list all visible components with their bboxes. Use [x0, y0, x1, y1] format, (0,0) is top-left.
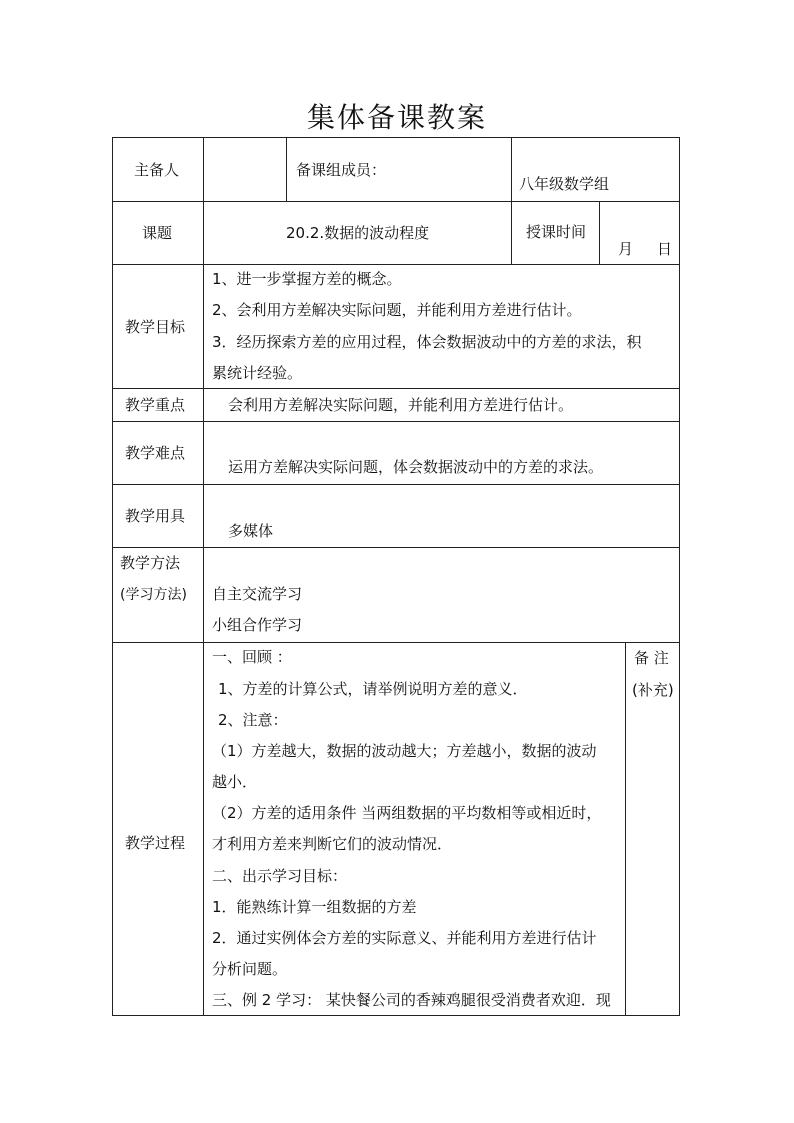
month-label: 月 [618, 240, 634, 258]
time-label: 授课时间 [526, 223, 587, 241]
page-title: 集体备课教案 [306, 101, 487, 134]
members-label: 备课组成员： [296, 161, 387, 179]
process-line: （1）方差越大，数据的波动越大；方差越小，数据的波动 [212, 742, 597, 760]
process-line: 一、回顾 ： [212, 648, 292, 666]
process-line: 才利用方差来判断它们的波动情况． [212, 835, 453, 853]
difficulty-text: 运用方差解决实际问题，体会数据波动中的方差的求法。 [228, 458, 604, 476]
method-label: 教学方法 [120, 554, 181, 572]
process-label: 教学过程 [125, 834, 186, 852]
row-divider [112, 388, 680, 389]
host-label: 主备人 [134, 161, 180, 179]
method-line: 自主交流学习 [212, 585, 303, 603]
row-divider [112, 421, 680, 422]
row-divider [112, 484, 680, 485]
col-divider [511, 201, 512, 264]
group-name: 八年级数学组 [519, 175, 610, 193]
process-line: 二、出示学习目标： [212, 867, 348, 885]
table-border-left [112, 137, 113, 1016]
row-divider [112, 642, 680, 643]
process-line: 2、注意： [218, 711, 288, 729]
process-line: （2）方差的适用条件 当两组数据的平均数相等或相近时， [212, 804, 602, 822]
row-divider [112, 201, 680, 202]
process-line: 越小． [212, 773, 258, 791]
process-line: 2．通过实例体会方差的实际意义、并能利用方差进行估计 [212, 929, 597, 947]
tools-text: 多媒体 [228, 522, 274, 540]
goals-label: 教学目标 [125, 318, 186, 336]
process-line: 1、方差的计算公式，请举例说明方差的意义． [218, 680, 528, 698]
row-divider [112, 264, 680, 265]
key-text: 会利用方差解决实际问题，并能利用方差进行估计。 [228, 396, 574, 414]
notes-label: 备 注 [634, 649, 669, 667]
table-border-bottom [112, 1015, 680, 1016]
day-label: 日 [657, 240, 673, 258]
process-line: 1．能熟练计算一组数据的方差 [212, 898, 417, 916]
tools-label: 教学用具 [125, 507, 186, 525]
notes-column-divider [625, 642, 626, 1015]
goals-line: 1、进一步掌握方差的概念。 [212, 270, 402, 288]
col-divider [286, 137, 287, 201]
topic-value: 20.2.数据的波动程度 [286, 224, 430, 242]
lesson-plan-table [112, 137, 680, 1016]
col-divider [511, 137, 512, 201]
table-border-top [112, 137, 680, 138]
goals-line: 3．经历探索方差的应用过程，体会数据波动中的方差的求法，积 [212, 333, 642, 351]
goals-line: 2、会利用方差解决实际问题，并能利用方差进行估计。 [212, 301, 582, 319]
topic-label: 课题 [142, 224, 173, 242]
key-label: 教学重点 [125, 396, 186, 414]
difficulty-label: 教学难点 [125, 444, 186, 462]
col-divider [599, 201, 600, 264]
process-line: 分析问题。 [212, 960, 288, 978]
notes-sublabel: (补充) [632, 681, 674, 699]
method-sublabel: (学习方法) [120, 587, 187, 603]
method-line: 小组合作学习 [212, 616, 303, 634]
process-line: 三、例 2 学习： 某快餐公司的香辣鸡腿很受消费者欢迎．现 [212, 991, 611, 1009]
row-divider [112, 547, 680, 548]
table-border-right [679, 137, 680, 1016]
goals-line: 累统计经验。 [212, 364, 303, 382]
label-column-divider [203, 137, 204, 1016]
